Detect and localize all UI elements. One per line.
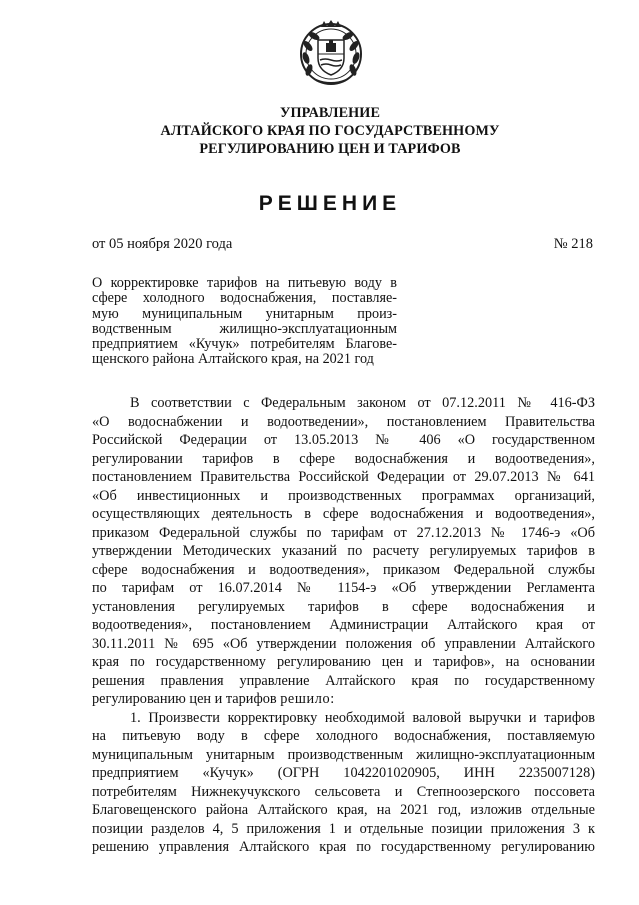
- subject-line: сфере холодного водоснабжения, поставляе-: [92, 290, 397, 307]
- body-line: Российской Федерации от 13.05.2013 № 406 «О государственном: [92, 432, 595, 448]
- body-line: сфере водоснабжения и водоотведения», приказом Федеральной службы: [92, 561, 595, 578]
- body-line: приказом Федеральной службы по тарифам от 27.12.2013 № 1746-э «Об: [92, 524, 595, 541]
- org-line-3: РЕГУЛИРОВАНИЮ ЦЕН И ТАРИФОВ: [199, 141, 461, 157]
- body-line: регулировании тарифов в сфере водоснабжения и водоотведения»,: [92, 450, 595, 467]
- subject-line: предприятием «Кучук» потребителям Благове-: [92, 336, 397, 353]
- org-line-1: УПРАВЛЕНИЕ: [279, 105, 381, 121]
- document-body: [92, 394, 595, 857]
- body-line: предприятием «Кучук» (ОГРН 1042201020905, ИНН 2235007128): [92, 765, 595, 781]
- document-subject: [92, 276, 397, 368]
- body-line: позиции разделов 4, 5 приложения 1 и отдельные позиции приложения 3 к: [92, 820, 595, 837]
- body-line: осуществляющих деятельность в сфере водоснабжения и водоотведения»,: [92, 506, 595, 522]
- body-line: В соответствии с Федеральным законом от 07.12.2011 № 416-ФЗ: [130, 395, 595, 411]
- decided-word: решило:: [280, 691, 335, 707]
- subject-line: щенского района Алтайского края, на 2021 год: [92, 351, 374, 368]
- body-line-decided: [92, 690, 595, 709]
- body-line: края по государственному регулированию цен и тарифов», на основании: [92, 654, 595, 670]
- document-title: РЕШЕНИЕ: [258, 192, 402, 215]
- subject-line: мую муниципальным унитарным произ-: [92, 305, 397, 322]
- document-date: от 05 ноября 2020 года: [92, 236, 233, 252]
- organization-name: [120, 104, 540, 158]
- body-line: 30.11.2011 № 695 «Об утверждении положения об управлении Алтайского: [92, 635, 595, 652]
- body-line: потребителям Нижнекучукского сельсовета и Степноозерского поссовета: [92, 783, 595, 800]
- org-line-2: АЛТАЙСКОГО КРАЯ ПО ГОСУДАРСТВЕННОМУ: [160, 123, 500, 139]
- body-line: водоотведения», постановлением Администрации Алтайского края от: [92, 617, 595, 633]
- subject-line: водственным жилищно-эксплуатационным: [92, 320, 397, 337]
- body-line: по тарифам от 16.07.2014 № 1154-э «Об утверждении Регламента: [92, 580, 595, 596]
- subject-line: О корректировке тарифов на питьевую воду в: [92, 275, 397, 291]
- body-line: на питьевую воду в сфере холодного водоснабжения, поставляемую: [92, 728, 595, 744]
- body-line: установления регулируемых тарифов в сфере водоснабжения и: [92, 598, 595, 615]
- body-line: Благовещенского района Алтайского края, на 2021 год, изложив отдельные: [92, 802, 595, 818]
- body-line: регулированию цен и тарифов: [92, 691, 277, 707]
- document-number: № 218: [553, 236, 593, 252]
- altai-krai-coat-of-arms-icon: [296, 18, 366, 88]
- body-line: муниципальным унитарным производственным жилищно-эксплуатационным: [92, 746, 595, 763]
- body-line: 1. Произвести корректировку необходимой валовой выручки и тарифов: [130, 709, 595, 726]
- body-line: утверждении Методических указаний по расчету регулируемых тарифов в: [92, 543, 595, 559]
- body-line: постановлением Правительства Российской Федерации от 29.07.2013 № 641: [92, 469, 595, 485]
- body-line: решению управления Алтайского края по государственному регулированию: [92, 839, 595, 855]
- body-line: «Об инвестиционных и производственных программах организаций,: [92, 487, 595, 504]
- body-line: решения правления управление Алтайского края по государственному: [92, 672, 595, 689]
- body-line: «О водоснабжении и водоотведении», постановлением Правительства: [92, 413, 595, 430]
